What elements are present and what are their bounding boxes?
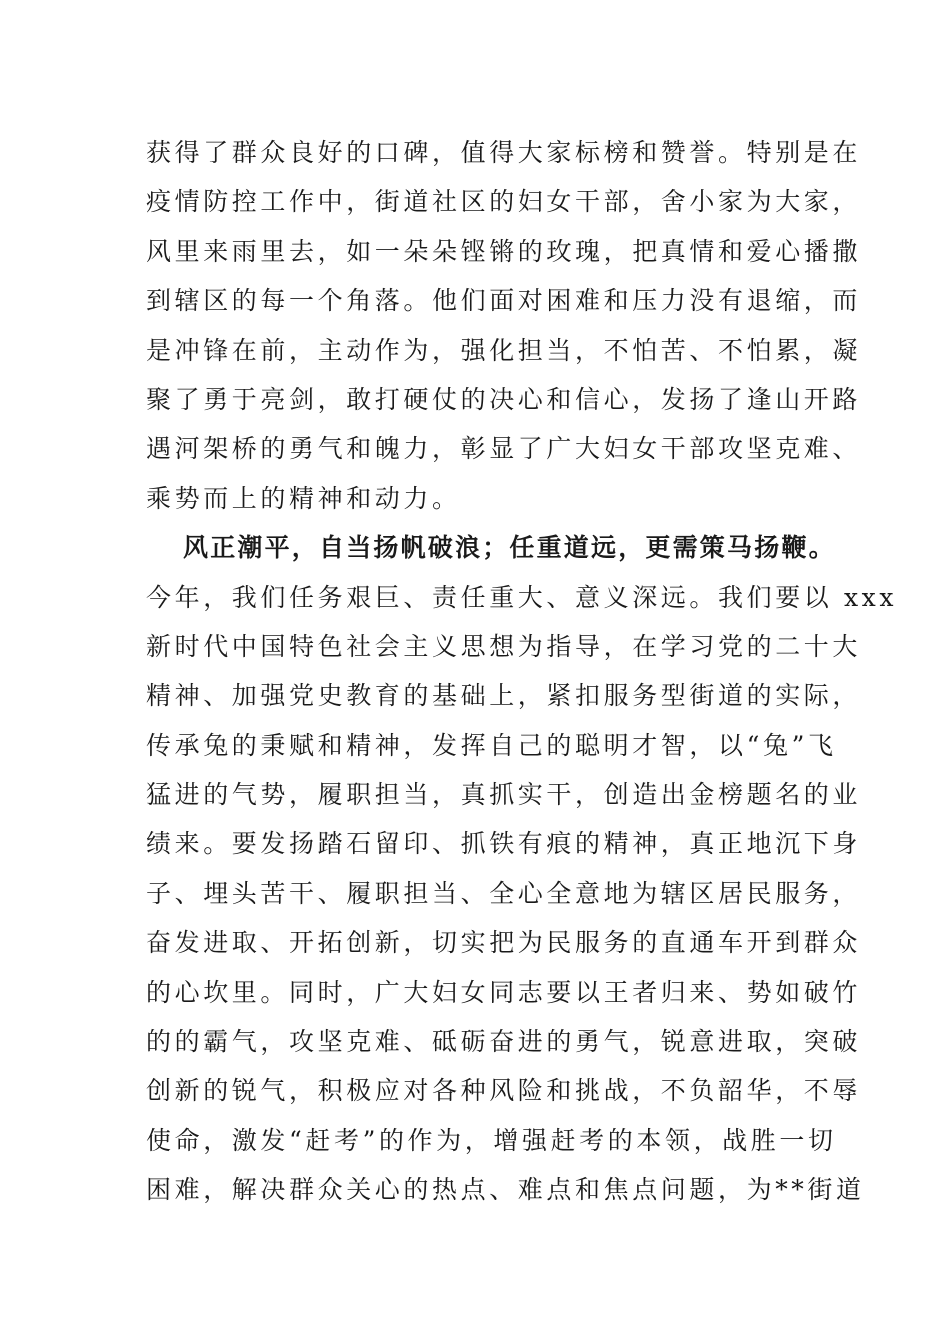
text-line: 遇河架桥的勇气和魄力，彰显了广大妇女干部攻坚克难、 [146, 434, 862, 464]
text-line: 的的霸气，攻坚克难、砥砺奋进的勇气，锐意进取，突破 [146, 1027, 862, 1057]
text-line: 风里来雨里去，如一朵朵铿锵的玫瑰，把真情和爱心播撒 [146, 236, 862, 266]
text-line: 精神、加强党史教育的基础上，紧扣服务型街道的实际， [146, 681, 862, 711]
bold-lead-sentence: 风正潮平，自当扬帆破浪；任重道远，更需策马扬鞭。 [183, 533, 836, 563]
body-text [146, 128, 898, 1215]
text-line: 新时代中国特色社会主义思想为指导，在学习党的二十大 [146, 631, 862, 661]
text-line: 今年，我们任务艰巨、责任重大、意义深远。我们要以 xxx [146, 582, 898, 612]
text-line: 到辖区的每一个角落。他们面对困难和压力没有退缩，而 [146, 286, 862, 316]
text-line: 创新的锐气，积极应对各种风险和挑战，不负韶华，不辱 [146, 1076, 862, 1106]
text-line: 子、埋头苦干、履职担当、全心全意地为辖区居民服务， [146, 878, 862, 908]
text-line: 的心坎里。同时，广大妇女同志要以王者归来、势如破竹 [146, 977, 862, 1007]
text-line: 猛进的气势，履职担当，真抓实干，创造出金榜题名的业 [146, 780, 862, 810]
text-line: 使命，激发“赶考”的作为，增强赶考的本领，战胜一切 [146, 1125, 837, 1155]
text-line: 获得了群众良好的口碑，值得大家标榜和赞誉。特别是在 [146, 138, 862, 167]
text-line: 疫情防控工作中，街道社区的妇女干部，舍小家为大家， [146, 187, 862, 217]
text-line: 奋发进取、开拓创新，切实把为民服务的直通车开到群众 [146, 928, 862, 958]
text-line: 传承兔的秉赋和精神，发挥自己的聪明才智，以“兔”飞 [146, 730, 837, 760]
text-line: 聚了勇于亮剑，敢打硬仗的决心和信心，发扬了逢山开路 [146, 384, 862, 414]
text-line: 绩来。要发扬踏石留印、抓铁有痕的精神，真正地沉下身 [146, 829, 862, 859]
text-line: 困难，解决群众关心的热点、难点和焦点问题，为**街道 [146, 1175, 865, 1205]
text-line: 乘势而上的精神和动力。 [146, 483, 461, 513]
text-line: 是冲锋在前，主动作为，强化担当，不怕苦、不怕累，凝 [146, 335, 862, 365]
